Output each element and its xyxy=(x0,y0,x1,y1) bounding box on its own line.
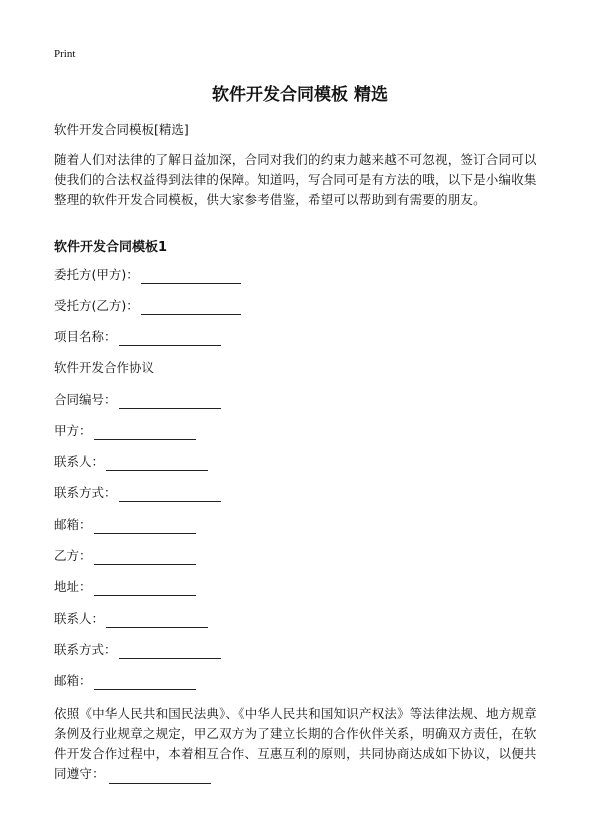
intro-paragraph: 随着人们对法律的了解日益加深，合同对我们的约束力越来越不可忽视，签订合同可以使我们的合法权益得到法律的保障。知道吗，写合同可是有方法的哦，以下是小编收集整理的软件开发合同模板，供大家参考借鉴，希望可以帮助到有需要的朋友。 xyxy=(54,152,537,207)
contract-no-blank[interactable] xyxy=(119,394,221,409)
contractor-field xyxy=(54,297,241,315)
contract-no-field xyxy=(54,391,221,409)
party-b-field xyxy=(54,547,196,565)
contact-info-b-label: 联系方式： xyxy=(54,642,117,657)
email-a-label: 邮箱： xyxy=(54,517,92,532)
section-heading: 软件开发合同模板1 xyxy=(54,240,168,255)
document-subtitle: 软件开发合同模板[精选] xyxy=(54,122,189,137)
party-b-label: 乙方： xyxy=(54,548,92,563)
address-b-field xyxy=(54,578,196,596)
agreement-title-text: 软件开发合作协议 xyxy=(54,360,155,375)
project-name-label: 项目名称： xyxy=(54,329,117,344)
address-b-label: 地址： xyxy=(54,579,92,594)
contact-info-b-blank[interactable] xyxy=(119,644,221,659)
document-title: 软件开发合同模板 精选 xyxy=(212,85,388,105)
party-a-label: 甲方： xyxy=(54,423,92,438)
contact-a-field xyxy=(54,453,208,471)
address-b-blank[interactable] xyxy=(94,581,196,596)
email-a-blank[interactable] xyxy=(94,519,196,534)
client-field xyxy=(54,266,241,284)
party-a-blank[interactable] xyxy=(94,425,196,440)
closing-text: 依照《中华人民共和国民法典》、《中华人民共和国知识产权法》等法律法规、地方规章条例及行业规章之规定，甲乙双方为了建立长期的合作伙伴关系，明确双方责任，在软件开发合作过程中，本着相互合作、互惠互利的原则，共同协商达成如下协议，以便共同遵守： xyxy=(54,706,537,781)
party-a-field xyxy=(54,422,196,440)
contractor-blank[interactable] xyxy=(141,300,241,315)
party-b-blank[interactable] xyxy=(94,550,196,565)
client-label: 委托方(甲方)： xyxy=(54,267,139,282)
contract-no-label: 合同编号： xyxy=(54,392,117,407)
print-link[interactable]: Print xyxy=(54,48,76,60)
project-name-field xyxy=(54,328,221,346)
contact-b-blank[interactable] xyxy=(106,613,208,628)
email-b-blank[interactable] xyxy=(94,675,196,690)
contact-b-label: 联系人： xyxy=(54,611,105,626)
contact-info-a-label: 联系方式： xyxy=(54,485,117,500)
contact-info-a-blank[interactable] xyxy=(119,487,221,502)
closing-paragraph xyxy=(54,704,548,784)
email-a-field xyxy=(54,516,196,534)
project-name-blank[interactable] xyxy=(119,331,221,346)
contact-a-blank[interactable] xyxy=(106,456,208,471)
email-b-label: 邮箱： xyxy=(54,673,92,688)
agreement-title xyxy=(54,359,154,377)
client-blank[interactable] xyxy=(141,269,241,284)
contact-info-a-field xyxy=(54,484,221,502)
contact-info-b-field xyxy=(54,641,221,659)
contact-a-label: 联系人： xyxy=(54,454,105,469)
email-b-field xyxy=(54,672,196,690)
contact-b-field xyxy=(54,610,208,628)
closing-blank[interactable] xyxy=(109,770,211,784)
contractor-label: 受托方(乙方)： xyxy=(54,298,139,313)
